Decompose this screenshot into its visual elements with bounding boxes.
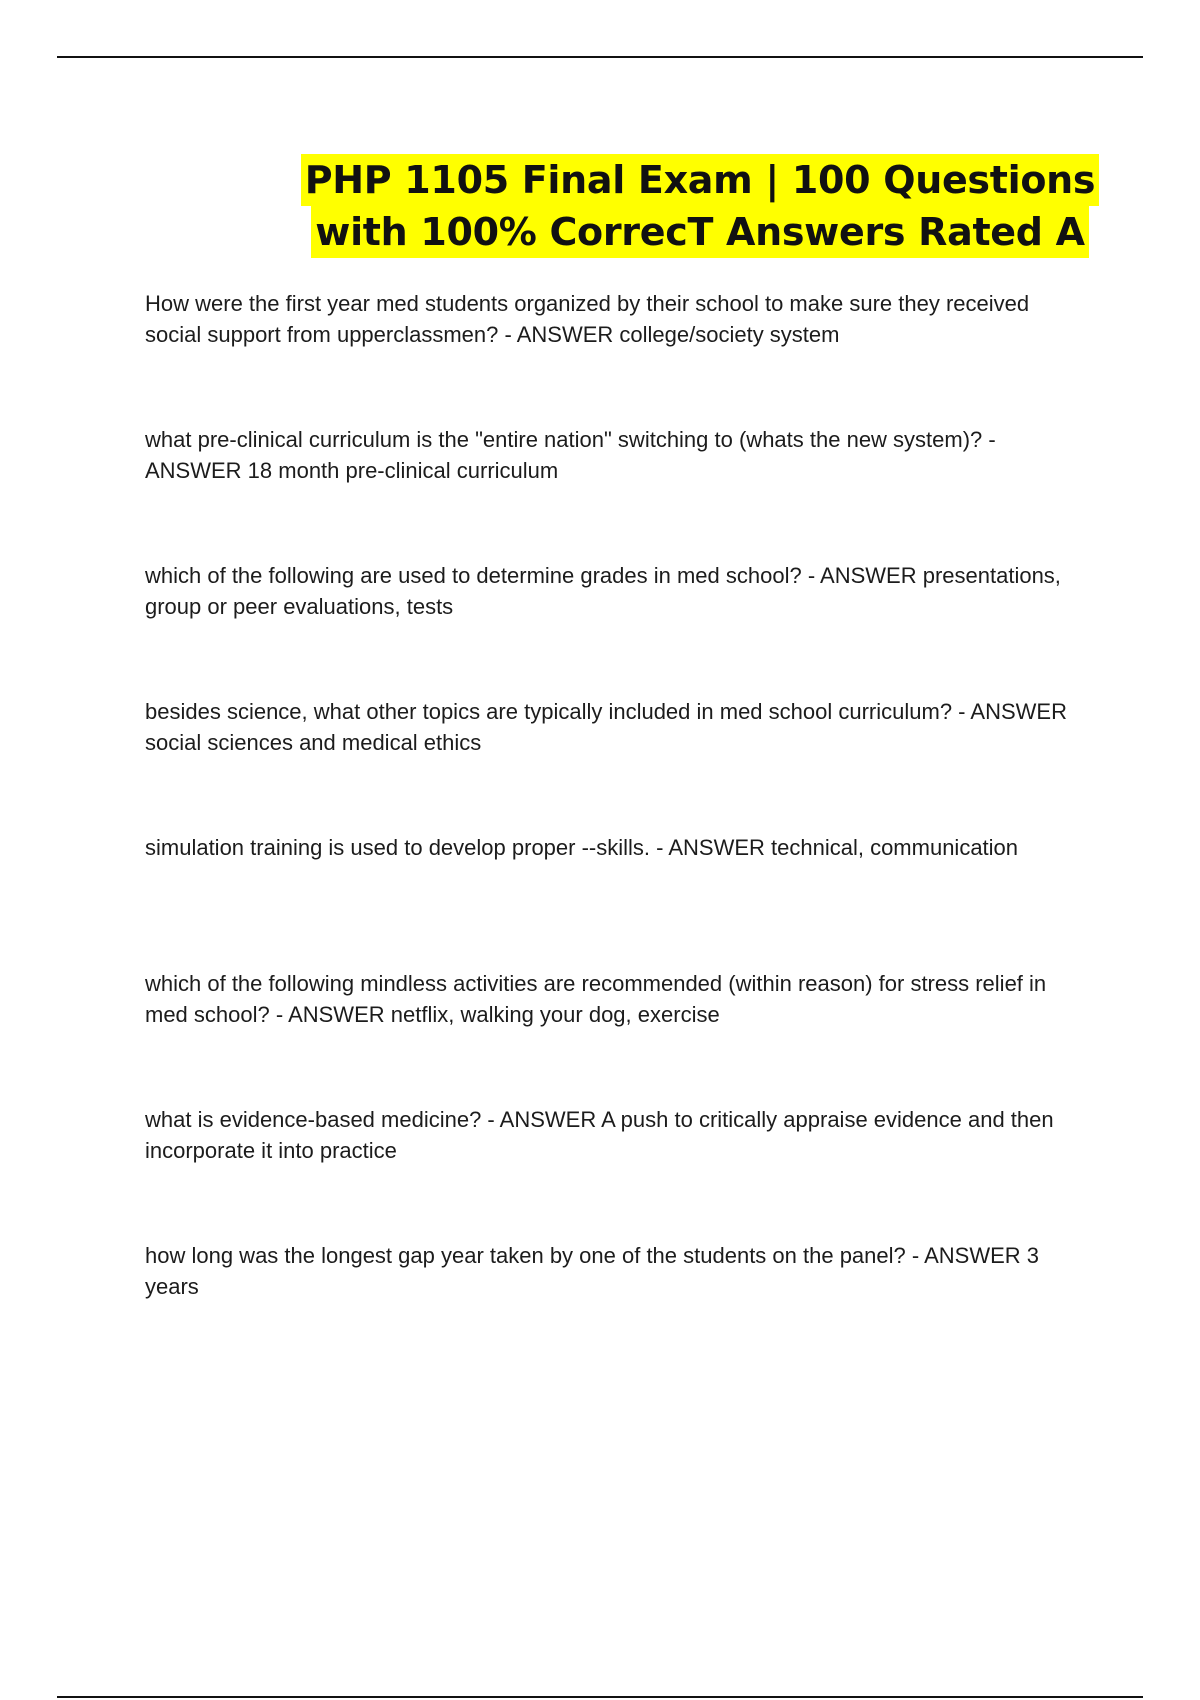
qa-item: how long was the longest gap year taken by one of the students on the panel? - ANSWER 3 years <box>145 1243 1040 1299</box>
question-answer-list <box>145 288 1085 1376</box>
qa-item: which of the following are used to determine grades in med school? - ANSWER presentations, group or peer evaluations, tests <box>145 563 1061 619</box>
qa-item: which of the following mindless activities are recommended (within reason) for stress relief in med school? - ANSWER netflix, walking your dog, exercise <box>145 971 1047 1027</box>
qa-item: what is evidence-based medicine? - ANSWER A push to critically appraise evidence and then incorporate it into practice <box>145 1107 1054 1163</box>
title-line-2: with 100% CorrecT Answers Rated A <box>311 206 1088 258</box>
qa-item: what pre-clinical curriculum is the "entire nation" switching to (whats the new system)? - ANSWER 18 month pre-clinical curriculum <box>145 427 996 483</box>
title-line-1: PHP 1105 Final Exam | 100 Questions <box>301 154 1099 206</box>
qa-item: simulation training is used to develop proper --skills. - ANSWER technical, communication <box>145 835 1019 860</box>
qa-item: How were the first year med students organized by their school to make sure they received social support from upperclassmen? - ANSWER college/society system <box>145 291 1030 347</box>
top-divider <box>57 56 1143 58</box>
bottom-divider <box>57 1696 1143 1698</box>
document-title <box>300 154 1100 258</box>
qa-item: besides science, what other topics are typically included in med school curriculum? - ANSWER social sciences and medical ethics <box>145 699 1067 755</box>
